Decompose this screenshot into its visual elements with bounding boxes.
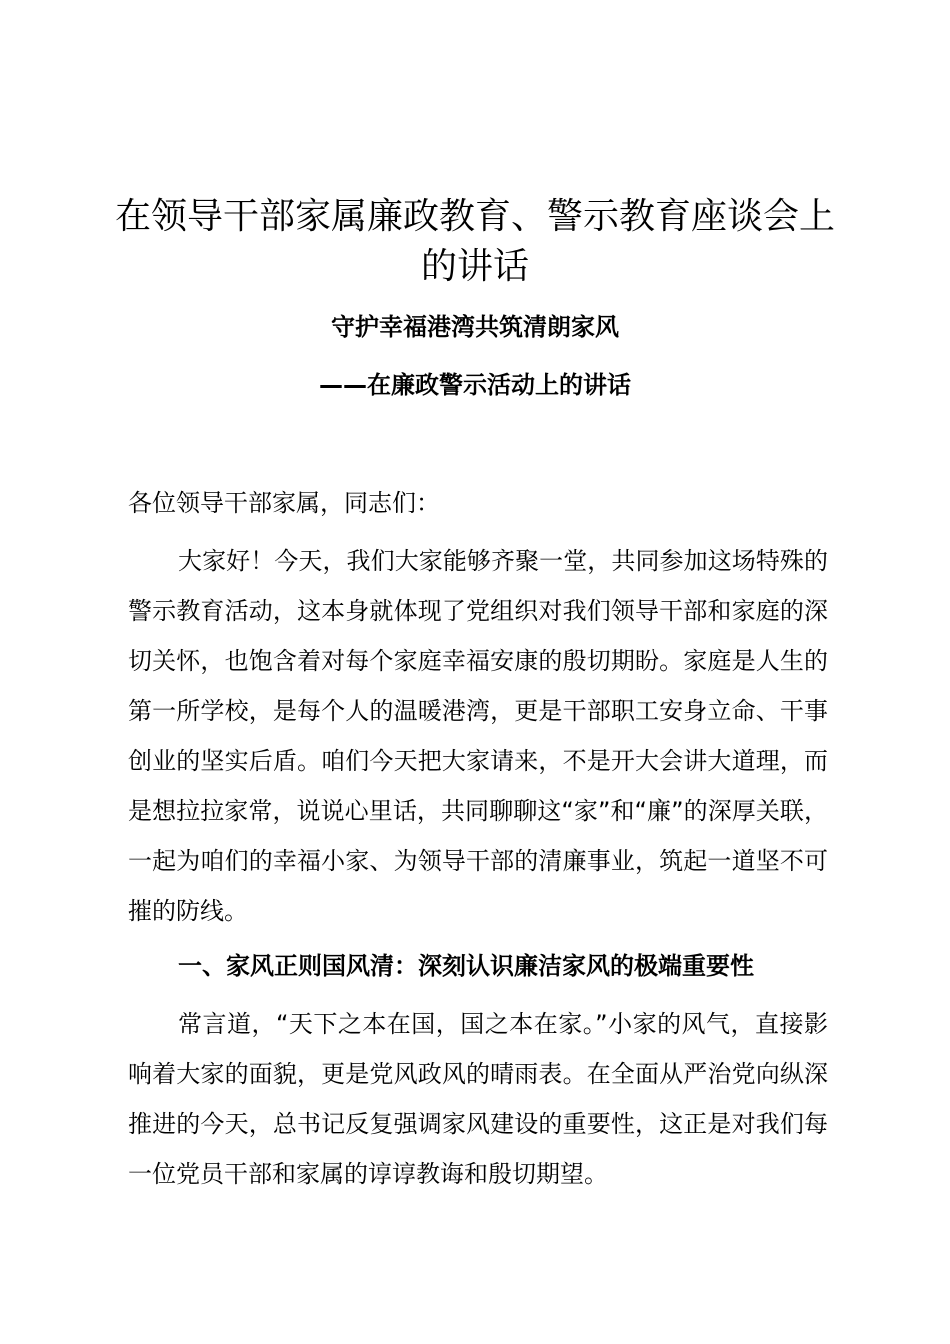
section-heading-1: 一、家风正则国风清：深刻认识廉洁家风的极端重要性 (178, 952, 754, 980)
document-sub-subtitle: ——在廉政警示活动上的讲话 (319, 371, 631, 399)
document-subtitle: 守护幸福港湾共筑清朗家风 (331, 313, 619, 341)
paragraph-1: 大家好！今天，我们大家能够齐聚一堂，共同参加这场特殊的警示教育活动，这本身就体现了党组织对我们领导干部和家庭的深切关怀，也饱含着对每个家庭幸福安康的殷切期盼。家庭是人生的第一所学校，是每个人的温暖港湾，更是干部职工安身立命、干事创业的坚实后盾。咱们今天把大家请来，不是开大会讲大道理，而是想拉拉家常，说说心里话，共同聊聊这“家”和“廉”的深厚关联，一起为咱们的幸福小家、为领导干部的清廉事业，筑起一道坚不可摧的防线。 (128, 547, 828, 925)
document-title: 在领导干部家属廉政教育、警示教育座谈会上的讲话 (114, 196, 835, 287)
paragraph-2: 常言道，“天下之本在国，国之本在家。”小家的风气，直接影响着大家的面貌，更是党风政风的晴雨表。在全面从严治党向纵深推进的今天，总书记反复强调家风建设的重要性，这正是对我们每一位党员干部和家属的谆谆教诲和殷切期望。 (128, 1010, 828, 1188)
salutation: 各位领导干部家属，同志们： (128, 489, 440, 517)
